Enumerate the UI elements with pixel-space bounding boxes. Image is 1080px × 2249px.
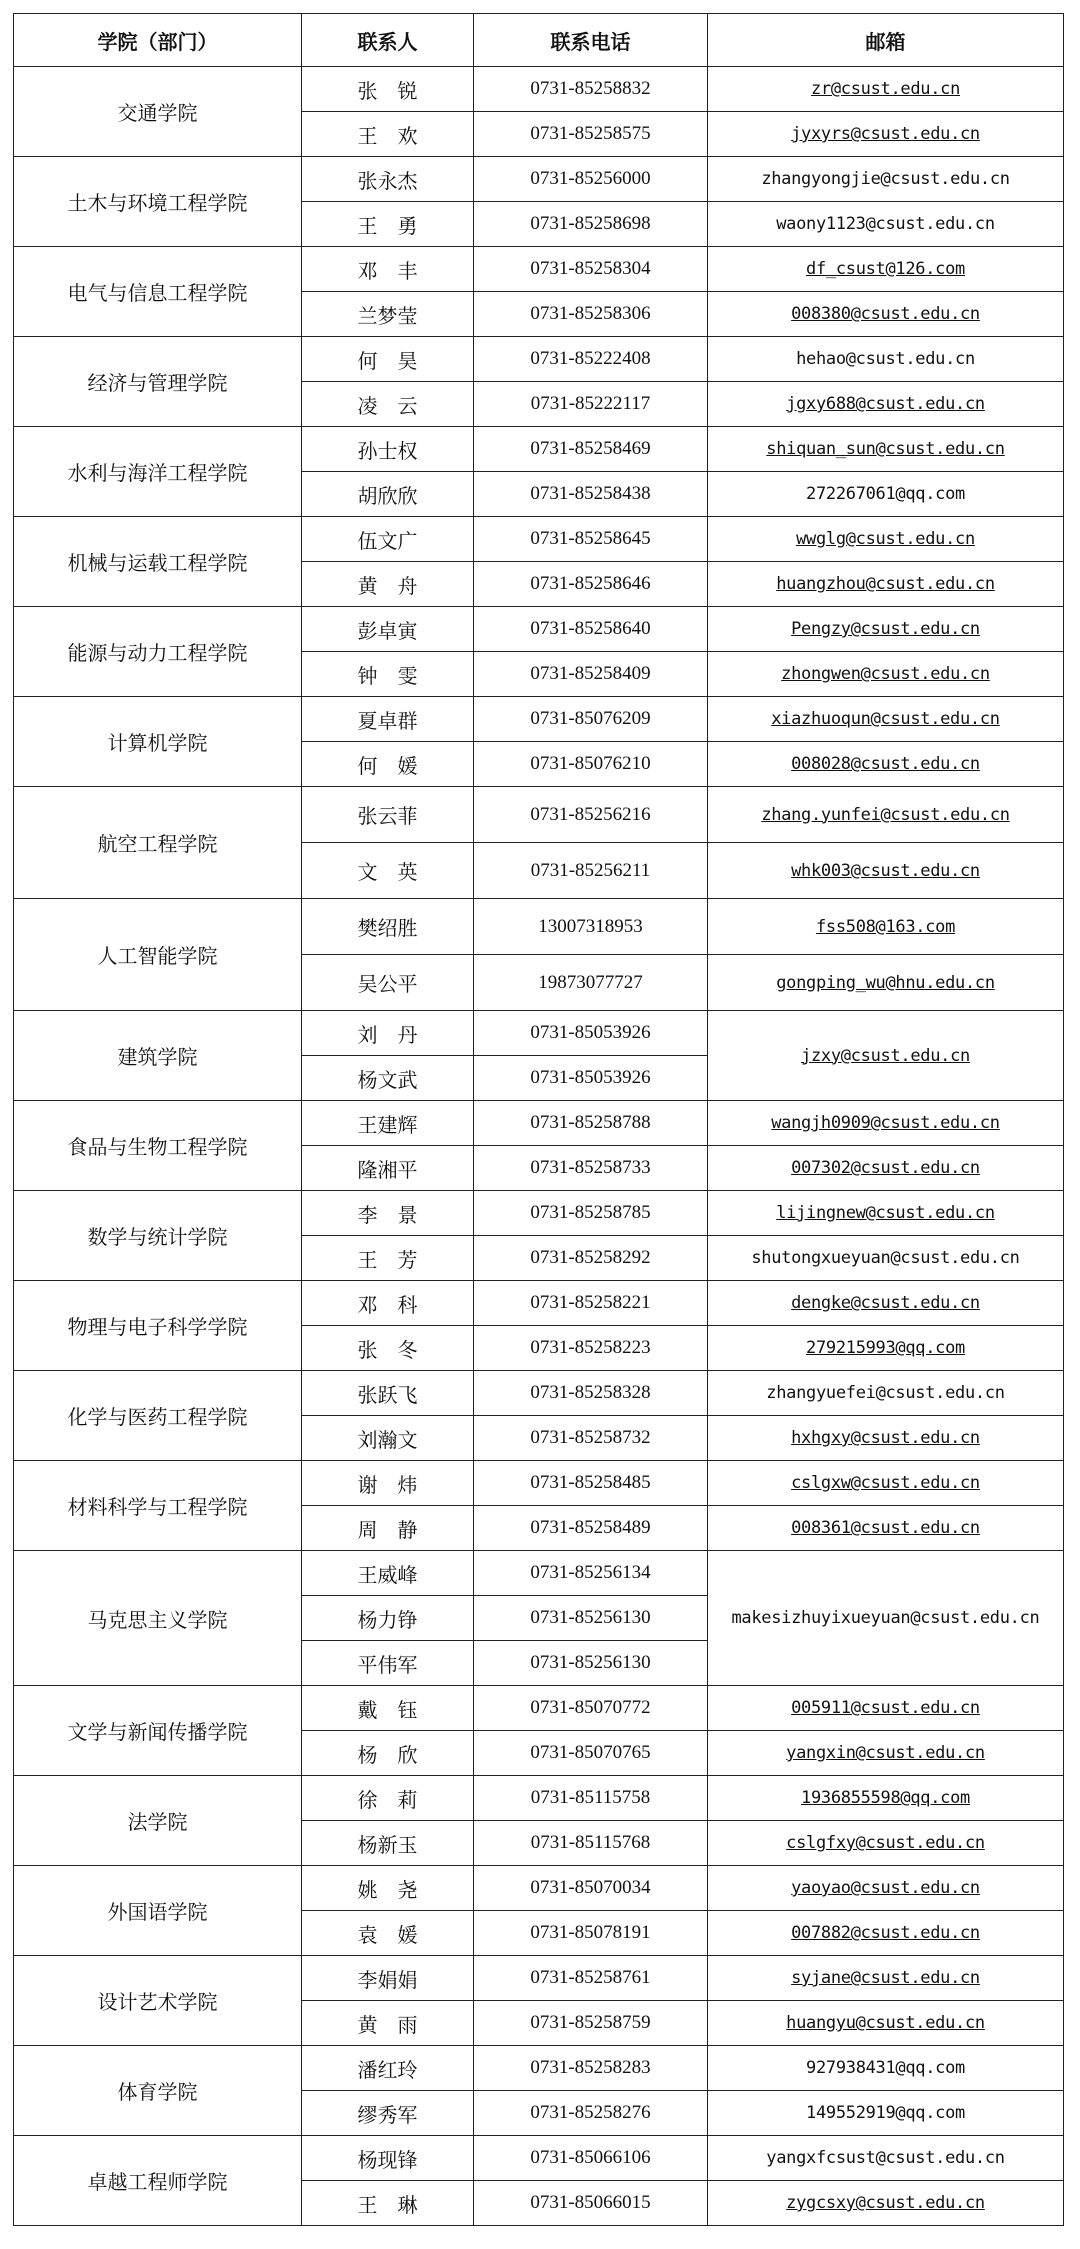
phone-number: 0731-85076210: [474, 742, 708, 787]
college-name: 航空工程学院: [14, 787, 302, 899]
contact-person: 徐 莉: [302, 1776, 474, 1821]
header-college: 学院（部门）: [14, 14, 302, 67]
contact-person: 钟 雯: [302, 652, 474, 697]
contact-person: 王 勇: [302, 202, 474, 247]
email-link[interactable]: 008028@csust.edu.cn: [791, 754, 980, 774]
email-link[interactable]: yaoyao@csust.edu.cn: [791, 1878, 980, 1898]
contact-person: 彭卓寅: [302, 607, 474, 652]
table-row: [14, 1101, 1064, 1146]
email-cell: [708, 1416, 1064, 1461]
contact-person: 伍文广: [302, 517, 474, 562]
contact-person: 刘瀚文: [302, 1416, 474, 1461]
college-name: 计算机学院: [14, 697, 302, 787]
email-cell: [708, 1956, 1064, 2001]
phone-number: 0731-85115758: [474, 1776, 708, 1821]
phone-number: 0731-85258409: [474, 652, 708, 697]
contact-person: 黄 雨: [302, 2001, 474, 2046]
contact-person: 杨新玉: [302, 1821, 474, 1866]
phone-number: 0731-85258761: [474, 1956, 708, 2001]
contact-person: 邓 科: [302, 1281, 474, 1326]
email-link[interactable]: 1936855598@qq.com: [801, 1788, 970, 1808]
email-cell: [708, 517, 1064, 562]
email-cell: [708, 1371, 1064, 1416]
email-link[interactable]: huangzhou@csust.edu.cn: [776, 574, 995, 594]
contact-person: 潘红玲: [302, 2046, 474, 2091]
phone-number: 0731-85258733: [474, 1146, 708, 1191]
table-row: [14, 607, 1064, 652]
contact-person: 兰梦莹: [302, 292, 474, 337]
email-link[interactable]: jgxy688@csust.edu.cn: [786, 394, 985, 414]
table-row: [14, 1011, 1064, 1056]
email-cell: [708, 1506, 1064, 1551]
email-cell: [708, 67, 1064, 112]
email-cell: [708, 1011, 1064, 1101]
email-link[interactable]: jyxyrs@csust.edu.cn: [791, 124, 980, 144]
contact-person: 隆湘平: [302, 1146, 474, 1191]
email-link[interactable]: wwglg@csust.edu.cn: [796, 529, 975, 549]
email-link[interactable]: syjane@csust.edu.cn: [791, 1968, 980, 1988]
phone-number: 0731-85066106: [474, 2136, 708, 2181]
table-row: [14, 1956, 1064, 2001]
email-cell: [708, 292, 1064, 337]
contact-person: 周 静: [302, 1506, 474, 1551]
phone-number: 0731-85258223: [474, 1326, 708, 1371]
email-link[interactable]: 008361@csust.edu.cn: [791, 1518, 980, 1538]
email-cell: [708, 1326, 1064, 1371]
email-cell: [708, 1551, 1064, 1686]
college-name: 法学院: [14, 1776, 302, 1866]
phone-number: 0731-85258304: [474, 247, 708, 292]
phone-number: 0731-85256000: [474, 157, 708, 202]
contact-person: 王建辉: [302, 1101, 474, 1146]
phone-number: 0731-85115768: [474, 1821, 708, 1866]
table-row: [14, 427, 1064, 472]
email-link[interactable]: gongping_wu@hnu.edu.cn: [776, 972, 995, 993]
email-cell: [708, 843, 1064, 899]
contact-person: 刘 丹: [302, 1011, 474, 1056]
contact-person: 张 锐: [302, 67, 474, 112]
contact-person: 王 欢: [302, 112, 474, 157]
contact-person: 张云菲: [302, 787, 474, 843]
table-row: [14, 67, 1064, 112]
phone-number: 0731-85222408: [474, 337, 708, 382]
phone-number: 0731-85258469: [474, 427, 708, 472]
email-address: 272267061@qq.com: [806, 484, 965, 504]
email-link[interactable]: hxhgxy@csust.edu.cn: [791, 1428, 980, 1448]
phone-number: 0731-85256130: [474, 1641, 708, 1686]
phone-number: 0731-85053926: [474, 1011, 708, 1056]
phone-number: 0731-85258485: [474, 1461, 708, 1506]
phone-number: 0731-85258292: [474, 1236, 708, 1281]
phone-number: 0731-85066015: [474, 2181, 708, 2226]
email-address: makesizhuyixueyuan@csust.edu.cn: [731, 1608, 1040, 1628]
email-link[interactable]: zhongwen@csust.edu.cn: [781, 664, 990, 684]
contact-person: 姚 尧: [302, 1866, 474, 1911]
header-phone: 联系电话: [474, 14, 708, 67]
email-address: 927938431@qq.com: [806, 2058, 965, 2078]
email-link[interactable]: zhang.yunfei@csust.edu.cn: [761, 804, 1010, 825]
email-cell: [708, 1776, 1064, 1821]
email-cell: [708, 697, 1064, 742]
email-link[interactable]: cslgxw@csust.edu.cn: [791, 1473, 980, 1493]
college-name: 物理与电子科学学院: [14, 1281, 302, 1371]
phone-number: 0731-85070034: [474, 1866, 708, 1911]
email-cell: [708, 472, 1064, 517]
table-row: [14, 1281, 1064, 1326]
email-cell: [708, 337, 1064, 382]
contact-person: 杨 欣: [302, 1731, 474, 1776]
email-link[interactable]: xiazhuoqun@csust.edu.cn: [771, 709, 1000, 729]
email-link[interactable]: whk003@csust.edu.cn: [791, 860, 980, 881]
table-row: [14, 1551, 1064, 1596]
email-cell: [708, 2046, 1064, 2091]
contact-person: 谢 炜: [302, 1461, 474, 1506]
email-address: 149552919@qq.com: [806, 2103, 965, 2123]
header-contact-person: 联系人: [302, 14, 474, 67]
email-cell: [708, 2001, 1064, 2046]
email-cell: [708, 247, 1064, 292]
email-cell: [708, 112, 1064, 157]
email-cell: [708, 652, 1064, 697]
phone-number: 0731-85256211: [474, 843, 708, 899]
email-address: shutongxueyuan@csust.edu.cn: [751, 1248, 1020, 1268]
email-cell: [708, 1101, 1064, 1146]
table-row: [14, 517, 1064, 562]
college-name: 交通学院: [14, 67, 302, 157]
contact-person: 戴 钰: [302, 1686, 474, 1731]
phone-number: 0731-85258732: [474, 1416, 708, 1461]
phone-number: 0731-85222117: [474, 382, 708, 427]
email-cell: [708, 427, 1064, 472]
email-link[interactable]: shiquan_sun@csust.edu.cn: [766, 439, 1005, 459]
email-cell: [708, 1236, 1064, 1281]
phone-number: 0731-85258698: [474, 202, 708, 247]
email-address: hehao@csust.edu.cn: [796, 349, 975, 369]
email-link[interactable]: cslgfxy@csust.edu.cn: [786, 1833, 985, 1853]
college-name: 能源与动力工程学院: [14, 607, 302, 697]
contact-person: 王 芳: [302, 1236, 474, 1281]
email-link[interactable]: df_csust@126.com: [806, 259, 965, 279]
table-row: [14, 1776, 1064, 1821]
contact-person: 樊绍胜: [302, 899, 474, 955]
college-name: 人工智能学院: [14, 899, 302, 1011]
phone-number: 0731-85076209: [474, 697, 708, 742]
phone-number: 0731-85258645: [474, 517, 708, 562]
phone-number: 0731-85053926: [474, 1056, 708, 1101]
phone-number: 0731-85258328: [474, 1371, 708, 1416]
email-cell: [708, 1866, 1064, 1911]
email-cell: [708, 2181, 1064, 2226]
email-link[interactable]: fss508@163.com: [815, 916, 956, 937]
table-row: [14, 697, 1064, 742]
phone-number: 0731-85258640: [474, 607, 708, 652]
contact-person: 夏卓群: [302, 697, 474, 742]
phone-number: 0731-85256134: [474, 1551, 708, 1596]
phone-number: 0731-85258788: [474, 1101, 708, 1146]
college-name: 经济与管理学院: [14, 337, 302, 427]
contact-person: 文 英: [302, 843, 474, 899]
contact-person: 王威峰: [302, 1551, 474, 1596]
table-row: [14, 2136, 1064, 2181]
college-name: 卓越工程师学院: [14, 2136, 302, 2226]
table-row: [14, 1191, 1064, 1236]
email-address: yangxfcsust@csust.edu.cn: [766, 2148, 1005, 2168]
email-link[interactable]: yangxin@csust.edu.cn: [786, 1743, 985, 1763]
contact-person: 张 冬: [302, 1326, 474, 1371]
contact-person: 杨文武: [302, 1056, 474, 1101]
header-email: 邮箱: [708, 14, 1064, 67]
contact-person: 邓 丰: [302, 247, 474, 292]
table-row: [14, 899, 1064, 955]
phone-number: 0731-85258276: [474, 2091, 708, 2136]
table-body: [14, 67, 1064, 2226]
college-name: 体育学院: [14, 2046, 302, 2136]
email-link[interactable]: dengke@csust.edu.cn: [791, 1293, 980, 1313]
contact-table: [13, 13, 1064, 2226]
email-link[interactable]: 007882@csust.edu.cn: [791, 1923, 980, 1943]
contact-person: 袁 媛: [302, 1911, 474, 1956]
phone-number: 13007318953: [474, 899, 708, 955]
email-cell: [708, 1731, 1064, 1776]
college-name: 文学与新闻传播学院: [14, 1686, 302, 1776]
phone-number: 0731-85258221: [474, 1281, 708, 1326]
phone-number: 0731-85070772: [474, 1686, 708, 1731]
email-cell: [708, 787, 1064, 843]
contact-person: 杨力铮: [302, 1596, 474, 1641]
phone-number: 0731-85258785: [474, 1191, 708, 1236]
table-row: [14, 1461, 1064, 1506]
email-link[interactable]: zr@csust.edu.cn: [810, 79, 961, 99]
college-name: 化学与医药工程学院: [14, 1371, 302, 1461]
email-link[interactable]: wangjh0909@csust.edu.cn: [771, 1113, 1000, 1133]
phone-number: 0731-85070765: [474, 1731, 708, 1776]
table-row: [14, 1686, 1064, 1731]
email-cell: [708, 1686, 1064, 1731]
email-link[interactable]: 007302@csust.edu.cn: [791, 1158, 980, 1178]
table-row: [14, 1371, 1064, 1416]
table-row: [14, 2046, 1064, 2091]
email-cell: [708, 1911, 1064, 1956]
phone-number: 0731-85258646: [474, 562, 708, 607]
email-cell: [708, 2136, 1064, 2181]
college-name: 设计艺术学院: [14, 1956, 302, 2046]
email-link[interactable]: lijingnew@csust.edu.cn: [776, 1203, 995, 1223]
email-address: waony1123@csust.edu.cn: [776, 214, 995, 234]
phone-number: 0731-85256130: [474, 1596, 708, 1641]
contact-person: 何 昊: [302, 337, 474, 382]
email-cell: [708, 899, 1064, 955]
contact-person: 张永杰: [302, 157, 474, 202]
email-address: zhangyuefei@csust.edu.cn: [766, 1383, 1005, 1403]
contact-person: 缪秀军: [302, 2091, 474, 2136]
email-link[interactable]: jzxy@csust.edu.cn: [801, 1045, 970, 1066]
header-row: [14, 14, 1064, 67]
table-row: [14, 1866, 1064, 1911]
college-name: 机械与运载工程学院: [14, 517, 302, 607]
college-name: 电气与信息工程学院: [14, 247, 302, 337]
email-cell: [708, 742, 1064, 787]
email-link[interactable]: 008380@csust.edu.cn: [791, 304, 980, 324]
phone-number: 0731-85258283: [474, 2046, 708, 2091]
contact-person: 杨现锋: [302, 2136, 474, 2181]
email-link[interactable]: 279215993@qq.com: [806, 1338, 965, 1358]
college-name: 土木与环境工程学院: [14, 157, 302, 247]
contact-person: 张跃飞: [302, 1371, 474, 1416]
contact-person: 何 媛: [302, 742, 474, 787]
phone-number: 0731-85078191: [474, 1911, 708, 1956]
college-name: 数学与统计学院: [14, 1191, 302, 1281]
phone-number: 0731-85258306: [474, 292, 708, 337]
email-cell: [708, 2091, 1064, 2136]
email-cell: [708, 1281, 1064, 1326]
email-cell: [708, 955, 1064, 1011]
email-address: zhangyongjie@csust.edu.cn: [761, 169, 1010, 189]
email-cell: [708, 607, 1064, 652]
table-row: [14, 787, 1064, 843]
email-link[interactable]: huangyu@csust.edu.cn: [786, 2013, 985, 2033]
table-row: [14, 337, 1064, 382]
college-name: 水利与海洋工程学院: [14, 427, 302, 517]
email-cell: [708, 382, 1064, 427]
phone-number: 0731-85258832: [474, 67, 708, 112]
contact-person: 黄 舟: [302, 562, 474, 607]
college-name: 材料科学与工程学院: [14, 1461, 302, 1551]
email-link[interactable]: Pengzy@csust.edu.cn: [791, 619, 980, 639]
email-link[interactable]: zygcsxy@csust.edu.cn: [786, 2193, 985, 2213]
college-name: 食品与生物工程学院: [14, 1101, 302, 1191]
phone-number: 0731-85256216: [474, 787, 708, 843]
contact-person: 平伟军: [302, 1641, 474, 1686]
email-cell: [708, 157, 1064, 202]
email-cell: [708, 1146, 1064, 1191]
contact-person: 李 景: [302, 1191, 474, 1236]
contact-person: 李娟娟: [302, 1956, 474, 2001]
phone-number: 0731-85258575: [474, 112, 708, 157]
email-cell: [708, 562, 1064, 607]
email-cell: [708, 202, 1064, 247]
email-cell: [708, 1821, 1064, 1866]
email-cell: [708, 1191, 1064, 1236]
college-name: 建筑学院: [14, 1011, 302, 1101]
contact-person: 凌 云: [302, 382, 474, 427]
college-name: 外国语学院: [14, 1866, 302, 1956]
email-cell: [708, 1461, 1064, 1506]
college-name: 马克思主义学院: [14, 1551, 302, 1686]
table-row: [14, 157, 1064, 202]
phone-number: 19873077727: [474, 955, 708, 1011]
contact-person: 孙士权: [302, 427, 474, 472]
table-row: [14, 247, 1064, 292]
contact-person: 吴公平: [302, 955, 474, 1011]
contact-person: 王 琳: [302, 2181, 474, 2226]
contact-person: 胡欣欣: [302, 472, 474, 517]
phone-number: 0731-85258489: [474, 1506, 708, 1551]
phone-number: 0731-85258438: [474, 472, 708, 517]
phone-number: 0731-85258759: [474, 2001, 708, 2046]
email-link[interactable]: 005911@csust.edu.cn: [791, 1698, 980, 1718]
